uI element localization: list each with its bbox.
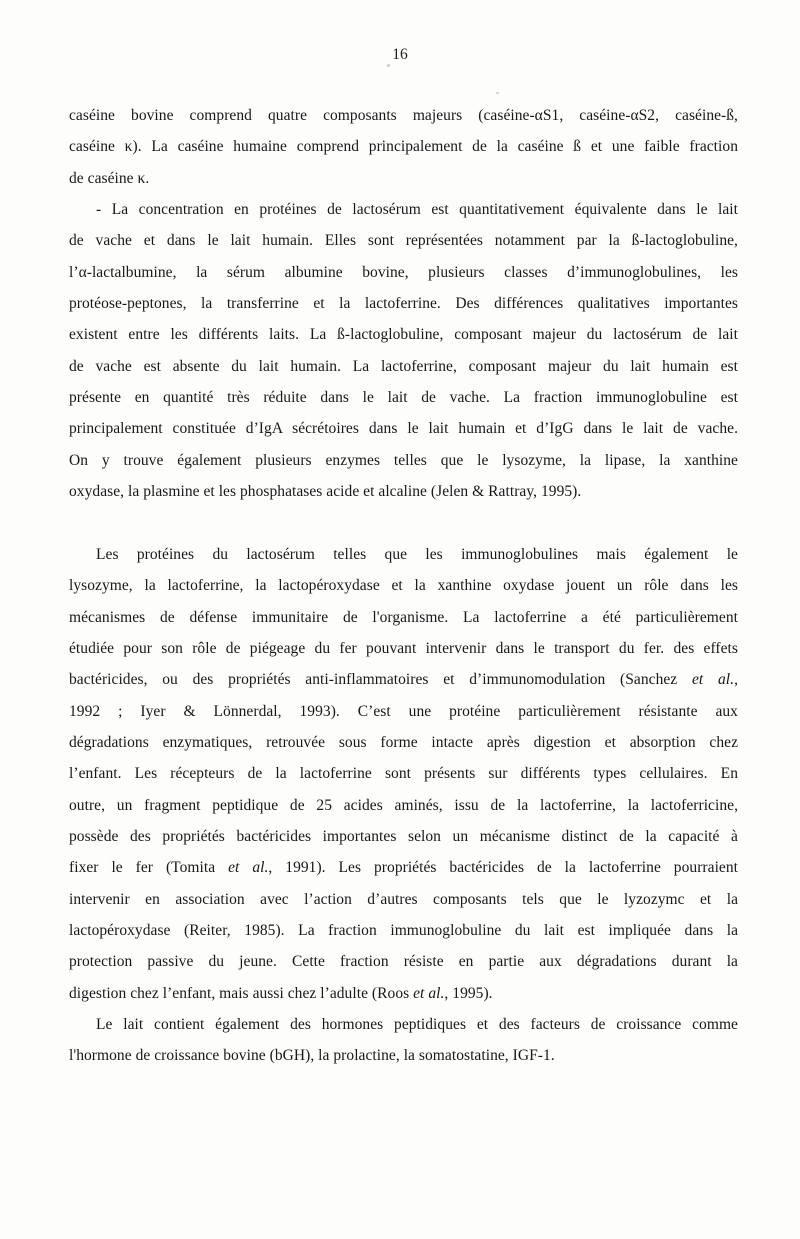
text-line: étudiée pour son rôle de piégeage du fer pouvant intervenir dans le transport du fer. des effets <box>69 639 738 657</box>
paragraph <box>69 539 738 1009</box>
text-line: l'hormone de croissance bovine (bGH), la prolactine, la somatostatine, IGF-1. <box>69 1047 555 1065</box>
scan-speck <box>387 64 390 67</box>
text-line: caséine bovine comprend quatre composants majeurs (caséine-αS1, caséine-αS2, caséine-ß, <box>69 107 738 124</box>
paragraph <box>69 194 738 507</box>
text-line: présente en quantité très réduite dans le lait de vache. La fraction immunoglobuline est <box>69 389 738 407</box>
text-line: possède des propriétés bactéricides importantes selon un mécanisme distinct de la capacité à <box>69 827 738 845</box>
text-line: On y trouve également plusieurs enzymes telles que le lysozyme, la lipase, la xanthine <box>69 451 738 469</box>
text-line: lysozyme, la lactoferrine, la lactopéroxydase et la xanthine oxydase jouent un rôle dans les <box>69 577 738 595</box>
text-line: de caséine κ. <box>69 169 150 187</box>
page-number: 16 <box>392 46 408 63</box>
paragraph <box>69 1009 738 1072</box>
text-line: l’α-lactalbumine, la sérum albumine bovine, plusieurs classes d’immunoglobulines, les <box>69 263 738 281</box>
paragraph <box>69 100 738 194</box>
text-line: principalement constituée d’IgA sécrétoires dans le lait humain et d’IgG dans le lait de vache. <box>69 420 738 438</box>
text-line: digestion chez l’enfant, mais aussi chez l’adulte (Roos et al., 1995). <box>69 984 493 1002</box>
text-line: lactopéroxydase (Reiter, 1985). La fraction immunoglobuline du lait est impliquée dans la <box>69 921 738 939</box>
text-line: fixer le fer (Tomita et al., 1991). Les propriétés bactéricides de la lactoferrine pourraient <box>69 859 738 877</box>
text-line: Les protéines du lactosérum telles que les immunoglobulines mais également le <box>96 545 738 563</box>
text-line: outre, un fragment peptidique de 25 acides aminés, issu de la lactoferrine, la lactoferricine, <box>69 796 738 814</box>
text-line: mécanismes de défense immunitaire de l'organisme. La lactoferrine a été particulièrement <box>69 608 738 626</box>
text-line: dégradations enzymatiques, retrouvée sous forme intacte après digestion et absorption chez <box>69 733 738 751</box>
document-body <box>69 100 738 1072</box>
text-line: existent entre les différents laits. La ß-lactoglobuline, composant majeur du lactosérum de lait <box>69 326 738 344</box>
text-line: bactéricides, ou des propriétés anti-inflammatoires et d’immunomodulation (Sanchez et al., <box>69 671 738 689</box>
text-line: oxydase, la plasmine et les phosphatases acide et alcaline (Jelen & Rattray, 1995). <box>69 483 582 501</box>
text-line: de vache et dans le lait humain. Elles sont représentées notamment par la ß-lactoglobuline, <box>69 232 738 250</box>
scan-speck <box>496 92 499 94</box>
text-line: - La concentration en protéines de lactosérum est quantitativement équivalente dans le lait <box>96 201 738 219</box>
text-line: l’enfant. Les récepteurs de la lactoferrine sont présents sur différents types cellulaires. En <box>69 765 738 783</box>
text-line: protection passive du jeune. Cette fraction résiste en partie aux dégradations durant la <box>69 953 738 971</box>
text-line: intervenir en association avec l’action d’autres composants tels que le lyzozymc et la <box>69 890 738 908</box>
text-line: Le lait contient également des hormones peptidiques et des facteurs de croissance comme <box>96 1015 738 1033</box>
text-line: de vache est absente du lait humain. La lactoferrine, composant majeur du lait humain est <box>69 357 738 375</box>
text-line: protéose-peptones, la transferrine et la lactoferrine. Des différences qualitatives importantes <box>69 295 738 313</box>
text-line: caséine κ). La caséine humaine comprend principalement de la caséine ß et une faible fraction <box>69 138 738 156</box>
text-line: 1992 ; Iyer & Lönnerdal, 1993). C’est une protéine particulièrement résistante aux <box>69 702 738 720</box>
